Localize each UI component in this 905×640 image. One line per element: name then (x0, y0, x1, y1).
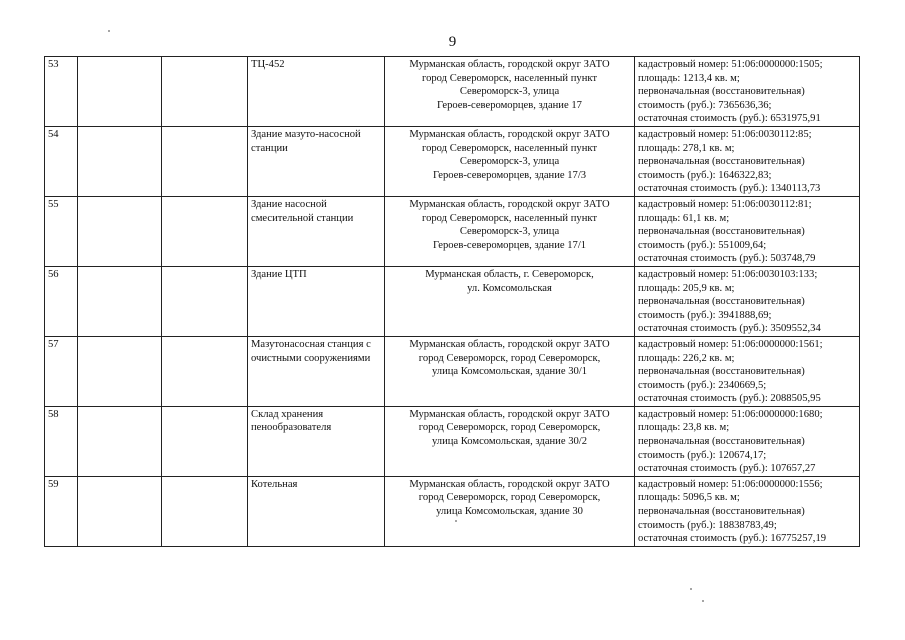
detail-line: площадь: 1213,4 кв. м; (638, 72, 740, 84)
empty-cell (162, 126, 248, 196)
detail-line: остаточная стоимость (руб.): 1340113,73 (638, 183, 821, 195)
detail-line: первоначальная (восстановительная) (638, 86, 805, 98)
detail-line: остаточная стоимость (руб.): 3509552,34 (638, 323, 821, 335)
object-details (635, 126, 860, 196)
address-line: улица Комсомольская, здание 30/2 (431, 436, 588, 448)
address-line: ул. Комсомольская (467, 282, 552, 294)
scan-speck (108, 30, 110, 32)
detail-line: остаточная стоимость (руб.): 503748,79 (638, 253, 816, 265)
detail-line: площадь: 205,9 кв. м; (638, 282, 735, 294)
detail-line: первоначальная (восстановительная) (638, 366, 805, 378)
detail-line: стоимость (руб.): 2340669,5; (638, 379, 767, 391)
address-line: Мурманская область, городской округ ЗАТО (409, 408, 610, 420)
table-row (45, 126, 860, 196)
detail-line: кадастровый номер: 51:06:0000000:1556; (638, 478, 823, 490)
row-number: 58 (45, 406, 78, 476)
object-address (385, 266, 635, 336)
row-number: 55 (45, 196, 78, 266)
table-row (45, 57, 860, 127)
detail-line: площадь: 23,8 кв. м; (638, 422, 730, 434)
detail-line: площадь: 5096,5 кв. м; (638, 492, 740, 504)
object-name: ТЦ-452 (248, 57, 385, 127)
object-address (385, 406, 635, 476)
page-number: 9 (448, 34, 457, 50)
object-address (385, 196, 635, 266)
address-line: Североморск-3, улица (459, 86, 560, 98)
address-line: Североморск-3, улица (459, 156, 560, 168)
detail-line: площадь: 61,1 кв. м; (638, 212, 730, 224)
empty-cell (78, 126, 162, 196)
address-line: город Североморск, город Североморск, (418, 352, 601, 364)
detail-line: остаточная стоимость (руб.): 107657,27 (638, 463, 816, 475)
object-address (385, 476, 635, 546)
detail-line: стоимость (руб.): 1646322,83; (638, 169, 772, 181)
object-details (635, 266, 860, 336)
object-name: Склад хранения пенообразователя (248, 406, 385, 476)
empty-cell (78, 266, 162, 336)
scan-speck (702, 600, 704, 602)
detail-line: стоимость (руб.): 7365636,36; (638, 99, 772, 111)
empty-cell (78, 57, 162, 127)
row-number: 59 (45, 476, 78, 546)
empty-cell (162, 57, 248, 127)
detail-line: стоимость (руб.): 18838783,49; (638, 519, 777, 531)
row-number: 56 (45, 266, 78, 336)
detail-line: площадь: 278,1 кв. м; (638, 142, 735, 154)
table-row (45, 476, 860, 546)
address-line: Героев-североморцев, здание 17/1 (432, 239, 587, 251)
object-name: Мазутонасосная станция с очистными сооружениями (248, 336, 385, 406)
table-row (45, 266, 860, 336)
object-address (385, 126, 635, 196)
detail-line: стоимость (руб.): 3941888,69; (638, 309, 772, 321)
detail-line: первоначальная (восстановительная) (638, 156, 805, 168)
table-row (45, 196, 860, 266)
detail-line: стоимость (руб.): 551009,64; (638, 239, 767, 251)
detail-line: кадастровый номер: 51:06:0000000:1680; (638, 408, 823, 420)
empty-cell (78, 476, 162, 546)
detail-line: кадастровый номер: 51:06:0000000:1561; (638, 338, 823, 350)
object-details (635, 476, 860, 546)
detail-line: остаточная стоимость (руб.): 16775257,19 (638, 533, 827, 545)
address-line: Мурманская область, городской округ ЗАТО (409, 338, 610, 350)
address-line: Мурманская область, г. Североморск, (425, 268, 594, 280)
detail-line: кадастровый номер: 51:06:0000000:1505; (638, 59, 823, 70)
object-address (385, 336, 635, 406)
address-line: Героев-североморцев, здание 17/3 (432, 169, 587, 181)
object-name: Здание ЦТП (248, 266, 385, 336)
table-row (45, 336, 860, 406)
address-line: Мурманская область, городской округ ЗАТО (409, 128, 610, 140)
address-line: Мурманская область, городской округ ЗАТО (409, 59, 610, 70)
detail-line: кадастровый номер: 51:06:0030112:85; (638, 128, 812, 140)
detail-line: стоимость (руб.): 120674,17; (638, 449, 767, 461)
object-details (635, 57, 860, 127)
object-address (385, 57, 635, 127)
empty-cell (162, 406, 248, 476)
empty-cell (78, 196, 162, 266)
empty-cell (78, 336, 162, 406)
address-line: Героев-североморцев, здание 17 (437, 99, 582, 111)
property-registry-table (44, 56, 860, 547)
object-name: Котельная (248, 476, 385, 546)
address-line: Североморск-3, улица (459, 226, 560, 238)
object-details (635, 336, 860, 406)
object-details (635, 406, 860, 476)
detail-line: кадастровый номер: 51:06:0030112:81; (638, 198, 812, 210)
table-row (45, 406, 860, 476)
address-line: улица Комсомольская, здание 30 (436, 506, 583, 518)
empty-cell (162, 196, 248, 266)
row-number: 54 (45, 126, 78, 196)
object-name: Здание насосной смесительной станции (248, 196, 385, 266)
registry-table-body (45, 57, 860, 547)
detail-line: первоначальная (восстановительная) (638, 226, 805, 238)
detail-line: первоначальная (восстановительная) (638, 506, 805, 518)
address-line: город Североморск, город Североморск, (418, 422, 601, 434)
address-line: город Североморск, населенный пункт (421, 72, 598, 84)
address-line: город Североморск, населенный пункт (421, 142, 598, 154)
detail-line: первоначальная (восстановительная) (638, 436, 805, 448)
empty-cell (162, 476, 248, 546)
scan-speck (455, 520, 457, 522)
detail-line: остаточная стоимость (руб.): 2088505,95 (638, 393, 821, 405)
scan-speck (690, 588, 692, 590)
detail-line: кадастровый номер: 51:06:0030103:133; (638, 268, 818, 280)
address-line: улица Комсомольская, здание 30/1 (431, 366, 588, 378)
row-number: 53 (45, 57, 78, 127)
empty-cell (162, 336, 248, 406)
address-line: Мурманская область, городской округ ЗАТО (409, 478, 610, 490)
detail-line: остаточная стоимость (руб.): 6531975,91 (638, 113, 821, 125)
address-line: город Североморск, город Североморск, (418, 492, 601, 504)
row-number: 57 (45, 336, 78, 406)
object-name: Здание мазуто-насосной станции (248, 126, 385, 196)
empty-cell (162, 266, 248, 336)
empty-cell (78, 406, 162, 476)
detail-line: площадь: 226,2 кв. м; (638, 352, 735, 364)
object-details (635, 196, 860, 266)
address-line: Мурманская область, городской округ ЗАТО (409, 198, 610, 210)
address-line: город Североморск, населенный пункт (421, 212, 598, 224)
detail-line: первоначальная (восстановительная) (638, 296, 805, 308)
